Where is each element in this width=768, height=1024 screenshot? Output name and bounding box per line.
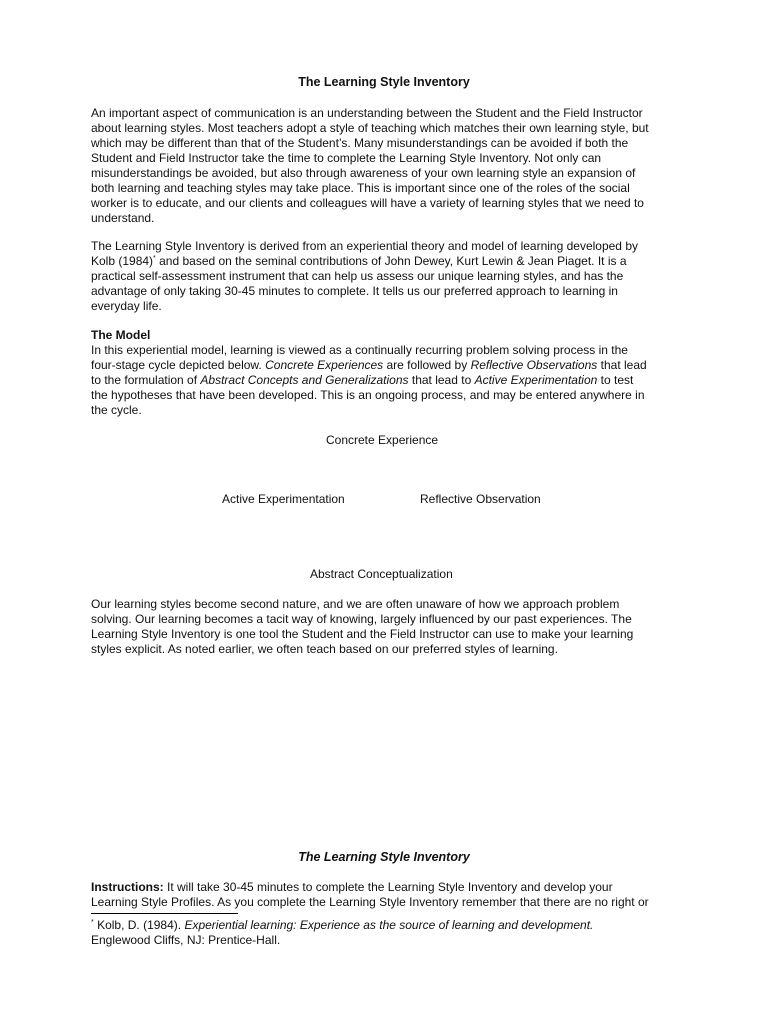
text-line: Student and Field Instructor take the time to complete the Learning Style Inventory. Not only can	[91, 151, 602, 165]
text-line	[91, 373, 691, 388]
page-title: The Learning Style Inventory	[298, 75, 470, 89]
emphasis-text: Abstract Concepts and Generalizations	[200, 373, 409, 387]
text-line: which may be different than that of the Student’s. Many misunderstandings can be avoided if both the	[91, 136, 629, 150]
text-span: It will take 30-45 minutes to complete the Learning Style Inventory and develop your	[163, 880, 613, 894]
text-line: advantage of only taking 30-45 minutes to complete. It tells us our preferred approach to learning in	[91, 284, 618, 298]
text-line: about learning styles. Most teachers adopt a style of teaching which matches their own learning style, but	[91, 121, 649, 135]
text-line: Our learning styles become second nature, and we are often unaware of how we approach problem	[91, 597, 620, 611]
model-section	[91, 328, 691, 418]
text-line: both learning and teaching styles may take place. This is important since one of the roles of the social	[91, 181, 630, 195]
text-span: are followed by	[383, 358, 471, 372]
instructions-label: Instructions:	[91, 880, 164, 894]
text-line: everyday life.	[91, 299, 162, 313]
text-span: to the formulation of	[91, 373, 201, 387]
cycle-label-concrete-experience: Concrete Experience	[326, 433, 439, 447]
section-heading: The Model	[91, 328, 151, 342]
text-span: that lead	[597, 358, 647, 372]
footnote	[91, 918, 593, 948]
text-span: four-stage cycle depicted below.	[91, 358, 266, 372]
text-line: solving. Our learning becomes a tacit way of knowing, largely influenced by our past experiences. The	[91, 612, 632, 626]
citation-title: Experiential learning: Experience as the source of learning and development.	[184, 918, 594, 932]
footnote-line: Englewood Cliffs, NJ: Prentice-Hall.	[91, 933, 281, 947]
text-line: The Learning Style Inventory is derived from an experiential theory and model of learning developed by	[91, 239, 638, 253]
inventory-paragraph	[91, 239, 691, 314]
footnote-marker: *	[153, 255, 156, 262]
text-line: Learning Style Profiles. As you complete the Learning Style Inventory remember that there are no right or	[91, 895, 649, 909]
citation-text: Kolb (1984)	[91, 254, 154, 268]
text-line: the cycle.	[91, 403, 142, 417]
emphasis-text: Active Experimentation	[474, 373, 598, 387]
text-line: In this experiential model, learning is viewed as a continually recurring problem solving process in the	[91, 343, 628, 357]
emphasis-text: Reflective Observations	[470, 358, 598, 372]
footnote-divider	[91, 913, 238, 914]
text-line: Learning Style Inventory is one tool the Student and the Field Instructor can use to make your learning	[91, 627, 634, 641]
cycle-label-active-experimentation: Active Experimentation	[222, 492, 345, 506]
text-line: understand.	[91, 211, 155, 225]
emphasis-text: Concrete Experiences	[265, 358, 384, 372]
text-span: to test	[597, 373, 634, 387]
text-line: the hypotheses that have been developed. This is an ongoing process, and may be entered anywhere in	[91, 388, 645, 402]
text-span: and based on the seminal contributions of John Dewey, Kurt Lewin & Jean Piaget. It is a	[155, 254, 627, 268]
cycle-label-abstract-conceptualization: Abstract Conceptualization	[310, 567, 453, 581]
closing-paragraph	[91, 597, 691, 657]
text-line: misunderstandings be avoided, but also through awareness of your own learning style an expansion of	[91, 166, 636, 180]
text-line	[91, 880, 691, 895]
text-line: styles explicit. As noted earlier, we often teach based on our preferred styles of learning.	[91, 642, 558, 656]
text-line: worker is to educate, and our clients and colleagues will have a variety of learning styles that we need to	[91, 196, 644, 210]
text-line	[91, 254, 691, 269]
text-line: practical self-assessment instrument that can help us assess our unique learning styles, and has the	[91, 269, 624, 283]
text-span: that lead to	[408, 373, 475, 387]
text-line	[91, 358, 691, 373]
intro-paragraph	[91, 106, 691, 226]
text-span: Kolb, D. (1984).	[93, 918, 185, 932]
footnote-line	[91, 918, 593, 933]
instructions-paragraph	[91, 880, 691, 910]
text-line: An important aspect of communication is an understanding between the Student and the Field Instructor	[91, 106, 643, 120]
cycle-label-reflective-observation: Reflective Observation	[420, 492, 541, 506]
section-title: The Learning Style Inventory	[298, 850, 470, 864]
footnote-marker: *	[91, 919, 94, 926]
